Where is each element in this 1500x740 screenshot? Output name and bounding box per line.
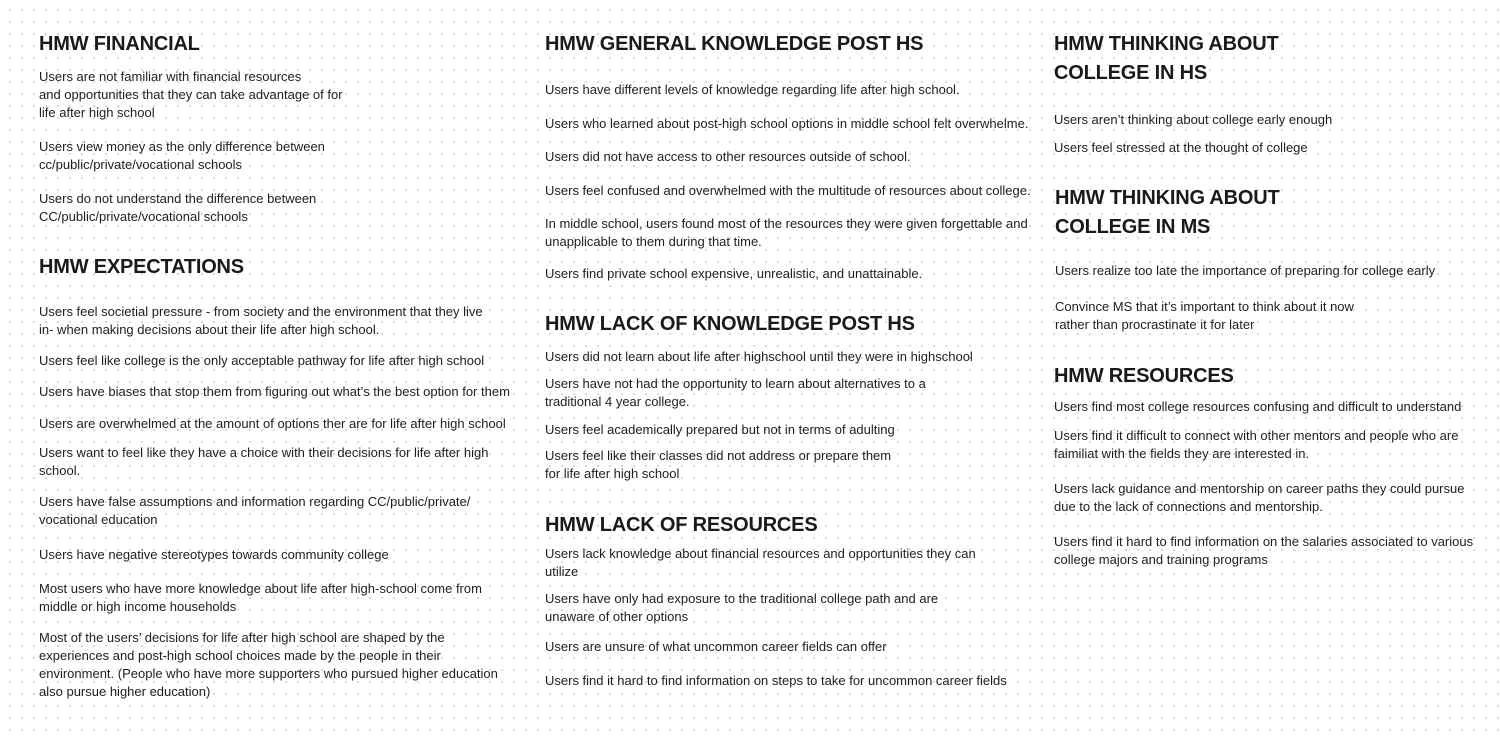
heading-college-ms bbox=[1055, 184, 1280, 242]
note-expectations-7: Users have negative stereotypes towards community college bbox=[39, 547, 389, 562]
note-expectations-1: Users feel societial pressure - from society and the environment that they live in- when making decisions about their life after high school. bbox=[39, 304, 483, 337]
note-general-knowledge-3: Users did not have access to other resources outside of school. bbox=[545, 149, 911, 164]
note-general-knowledge-2: Users who learned about post-high school options in middle school felt overwhelme. bbox=[545, 116, 1029, 131]
note-lack-knowledge-2: Users have not had the opportunity to learn about alternatives to a traditional 4 year college. bbox=[545, 376, 926, 409]
note-financial-1: Users are not familiar with financial resources and opportunities that they can take advantage of for life after high school bbox=[39, 69, 343, 120]
heading-college-hs-line1: HMW THINKING ABOUT bbox=[1054, 33, 1279, 55]
note-lack-resources-2: Users have only had exposure to the traditional college path and are unaware of other options bbox=[545, 591, 939, 624]
heading-college-hs bbox=[1054, 30, 1279, 88]
heading-general-knowledge: HMW GENERAL KNOWLEDGE POST HS bbox=[545, 33, 924, 55]
heading-college-ms-line2: COLLEGE IN MS bbox=[1055, 216, 1211, 238]
note-general-knowledge-4: Users feel confused and overwhelmed with the multitude of resources about college. bbox=[545, 183, 1031, 198]
note-lack-knowledge-3: Users feel academically prepared but not in terms of adulting bbox=[545, 422, 895, 437]
note-general-knowledge-6: Users find private school expensive, unrealistic, and unattainable. bbox=[545, 266, 923, 281]
heading-college-ms-line1: HMW THINKING ABOUT bbox=[1055, 187, 1280, 209]
note-lack-resources-1: Users lack knowledge about financial resources and opportunities they can utilize bbox=[545, 546, 976, 579]
heading-college-hs-line2: COLLEGE IN HS bbox=[1054, 62, 1207, 84]
note-college-hs-2: Users feel stressed at the thought of college bbox=[1054, 140, 1308, 155]
note-lack-resources-3: Users are unsure of what uncommon career fields can offer bbox=[545, 639, 887, 654]
note-expectations-2: Users feel like college is the only acceptable pathway for life after high school bbox=[39, 353, 485, 368]
note-resources-3: Users lack guidance and mentorship on career paths they could pursue due to the lack of connections and mentorship. bbox=[1054, 481, 1465, 514]
note-general-knowledge-5: In middle school, users found most of the resources they were given forgettable and unapplicable to them during that time. bbox=[545, 216, 1028, 249]
note-expectations-4: Users are overwhelmed at the amount of options ther are for life after high school bbox=[39, 416, 506, 431]
heading-expectations: HMW EXPECTATIONS bbox=[39, 256, 244, 278]
note-expectations-6: Users have false assumptions and information regarding CC/public/private/ vocational education bbox=[39, 494, 471, 527]
note-resources-1: Users find most college resources confusing and difficult to understand bbox=[1054, 399, 1462, 414]
note-college-ms-2: Convince MS that it’s important to think about it now rather than procrastinate it for later bbox=[1055, 299, 1354, 332]
note-expectations-5: Users want to feel like they have a choice with their decisions for life after high school. bbox=[39, 445, 489, 478]
note-lack-resources-4: Users find it hard to find information on steps to take for uncommon career fields bbox=[545, 673, 1007, 688]
note-college-ms-1: Users realize too late the importance of preparing for college early bbox=[1055, 263, 1436, 278]
note-expectations-3: Users have biases that stop them from figuring out what’s the best option for them bbox=[39, 384, 510, 399]
note-lack-knowledge-1: Users did not learn about life after highschool until they were in highschool bbox=[545, 349, 973, 364]
note-expectations-9: Most of the users’ decisions for life after high school are shaped by the experiences and post-high school choices made by the people in their environment. (People who have more supporters who pursued higher education also pursue higher education) bbox=[39, 630, 498, 699]
note-resources-4: Users find it hard to find information on the salaries associated to various college majors and training programs bbox=[1054, 534, 1474, 567]
heading-lack-resources: HMW LACK OF RESOURCES bbox=[545, 514, 818, 536]
heading-lack-knowledge: HMW LACK OF KNOWLEDGE POST HS bbox=[545, 313, 915, 335]
heading-financial: HMW FINANCIAL bbox=[39, 33, 200, 55]
note-expectations-8: Most users who have more knowledge about life after high-school come from middle or high income households bbox=[39, 581, 482, 614]
note-financial-3: Users do not understand the difference between CC/public/private/vocational schools bbox=[39, 191, 317, 224]
heading-resources: HMW RESOURCES bbox=[1054, 365, 1234, 387]
note-financial-2: Users view money as the only difference between cc/public/private/vocational schools bbox=[39, 139, 325, 172]
note-general-knowledge-1: Users have different levels of knowledge regarding life after high school. bbox=[545, 82, 960, 97]
note-lack-knowledge-4: Users feel like their classes did not address or prepare them for life after high school bbox=[545, 448, 892, 481]
note-college-hs-1: Users aren’t thinking about college early enough bbox=[1054, 112, 1333, 127]
note-resources-2: Users find it difficult to connect with other mentors and people who are faimiliat with the fields they are interested in. bbox=[1054, 428, 1459, 461]
